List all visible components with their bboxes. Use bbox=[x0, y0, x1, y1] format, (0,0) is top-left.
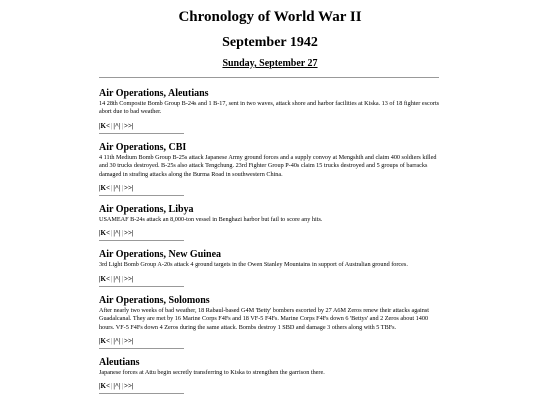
entry-heading: Air Operations, CBI bbox=[99, 141, 187, 153]
page-title: Chronology of World War II bbox=[178, 9, 362, 25]
next-button[interactable]: >>| bbox=[123, 229, 134, 238]
entry-divider bbox=[99, 393, 184, 394]
entry-nav bbox=[99, 184, 444, 192]
entry-divider bbox=[99, 195, 184, 196]
entry-aleutians bbox=[99, 357, 444, 394]
entries-list bbox=[99, 88, 444, 402]
entry-nav bbox=[99, 382, 444, 390]
entry-nav bbox=[99, 122, 444, 130]
entry-aleutians-air bbox=[99, 88, 444, 134]
nav-separator: | bbox=[110, 337, 113, 346]
entry-nav bbox=[99, 229, 444, 237]
entry-heading: Air Operations, New Guinea bbox=[99, 249, 222, 261]
nav-separator: | bbox=[121, 121, 123, 130]
entry-heading: Aleutians bbox=[99, 357, 140, 369]
entry-heading: Air Operations, Libya bbox=[99, 204, 194, 216]
nav-separator: | bbox=[110, 184, 113, 193]
prev-button[interactable]: |K< bbox=[99, 274, 110, 283]
next-button[interactable]: >>| bbox=[123, 274, 134, 283]
entry-nav bbox=[99, 337, 444, 345]
nav-separator: | bbox=[121, 229, 123, 238]
date-heading bbox=[0, 59, 540, 69]
entry-heading: Air Operations, Aleutians bbox=[99, 88, 209, 99]
nav-separator: | bbox=[121, 382, 123, 391]
entry-text: 3rd Light Bomb Group A-20s attack 4 ground targets in the Owen Stanley Mountains in support of Australian ground forces. bbox=[99, 261, 408, 269]
up-button[interactable]: |^| bbox=[113, 274, 121, 283]
next-button[interactable]: >>| bbox=[123, 382, 134, 391]
next-button[interactable]: >>| bbox=[123, 184, 134, 193]
up-button[interactable]: |^| bbox=[113, 229, 121, 238]
entry-divider bbox=[99, 348, 184, 349]
month-heading: September 1942 bbox=[222, 35, 318, 50]
entry-text: After nearly two weeks of bad weather, 18 Rabaul-based G4M 'Betty' bombers escorted by 27 A6M Zeros renew their attacks against Guadalcanal. They are met by 16 Marine Corps F4Fs and 18 VF-5 F4Fs. Marine Corps F4Fs down 6 'Bettys' and 2 Zeros about 1400 hours. VF-5 F4Fs down 4 Zeros during the same attack. Bombs destroy 1 SBD and damage 3 others along with 5 TBFs. bbox=[99, 306, 429, 331]
nav-separator: | bbox=[110, 121, 113, 130]
entry-text: Japanese forces at Attu begin secretly transferring to Kiska to strengthen the garrison there. bbox=[99, 369, 325, 377]
prev-button[interactable]: |K< bbox=[99, 184, 110, 193]
entry-new-guinea-air bbox=[99, 249, 444, 286]
prev-button[interactable]: |K< bbox=[99, 382, 110, 391]
prev-button[interactable]: |K< bbox=[99, 337, 110, 346]
entry-text: 4 11th Medium Bomb Group B-25s attack Japanese Army ground forces and a supply convoy at Mengshih and claim 400 soldiers killed and 30 trucks destroyed. B-25s also attack Tengchung. 23rd Fighter Group P-40s claim 15 trucks destroyed and 5 groups of barracks damaged in strafing attacks along the Burma Road in southwestern China. bbox=[99, 153, 437, 178]
nav-separator: | bbox=[121, 184, 123, 193]
nav-separator: | bbox=[121, 337, 123, 346]
next-button[interactable]: >>| bbox=[123, 337, 134, 346]
nav-separator: | bbox=[110, 274, 113, 283]
entry-text: USAMEAF B-24s attack an 8,000-ton vessel in Benghazi harbor but fail to score any hits. bbox=[99, 216, 323, 224]
entry-cbi-air bbox=[99, 142, 444, 196]
entry-text: 14 28th Composite Bomb Group B-24s and 1 B-17, sent in two waves, attack shore and harbor facilities at Kiska. 13 of 18 fighter escorts abort due to bad weather. bbox=[99, 100, 440, 116]
date-link[interactable]: Sunday, September 27 bbox=[222, 58, 318, 69]
nav-separator: | bbox=[110, 382, 113, 391]
up-button[interactable]: |^| bbox=[113, 121, 121, 130]
entry-heading: Air Operations, Solomons bbox=[99, 294, 210, 306]
up-button[interactable]: |^| bbox=[113, 382, 121, 391]
nav-separator: | bbox=[121, 274, 123, 283]
header-divider bbox=[99, 77, 439, 78]
prev-button[interactable]: |K< bbox=[99, 121, 110, 130]
entry-nav bbox=[99, 275, 444, 283]
prev-button[interactable]: |K< bbox=[99, 229, 110, 238]
entry-libya-air bbox=[99, 204, 444, 241]
next-button[interactable]: >>| bbox=[123, 121, 134, 130]
nav-separator: | bbox=[110, 229, 113, 238]
entry-divider bbox=[99, 133, 184, 134]
entry-divider bbox=[99, 286, 184, 287]
entry-divider bbox=[99, 240, 184, 241]
up-button[interactable]: |^| bbox=[113, 184, 121, 193]
up-button[interactable]: |^| bbox=[113, 337, 121, 346]
entry-solomons-air bbox=[99, 295, 444, 349]
